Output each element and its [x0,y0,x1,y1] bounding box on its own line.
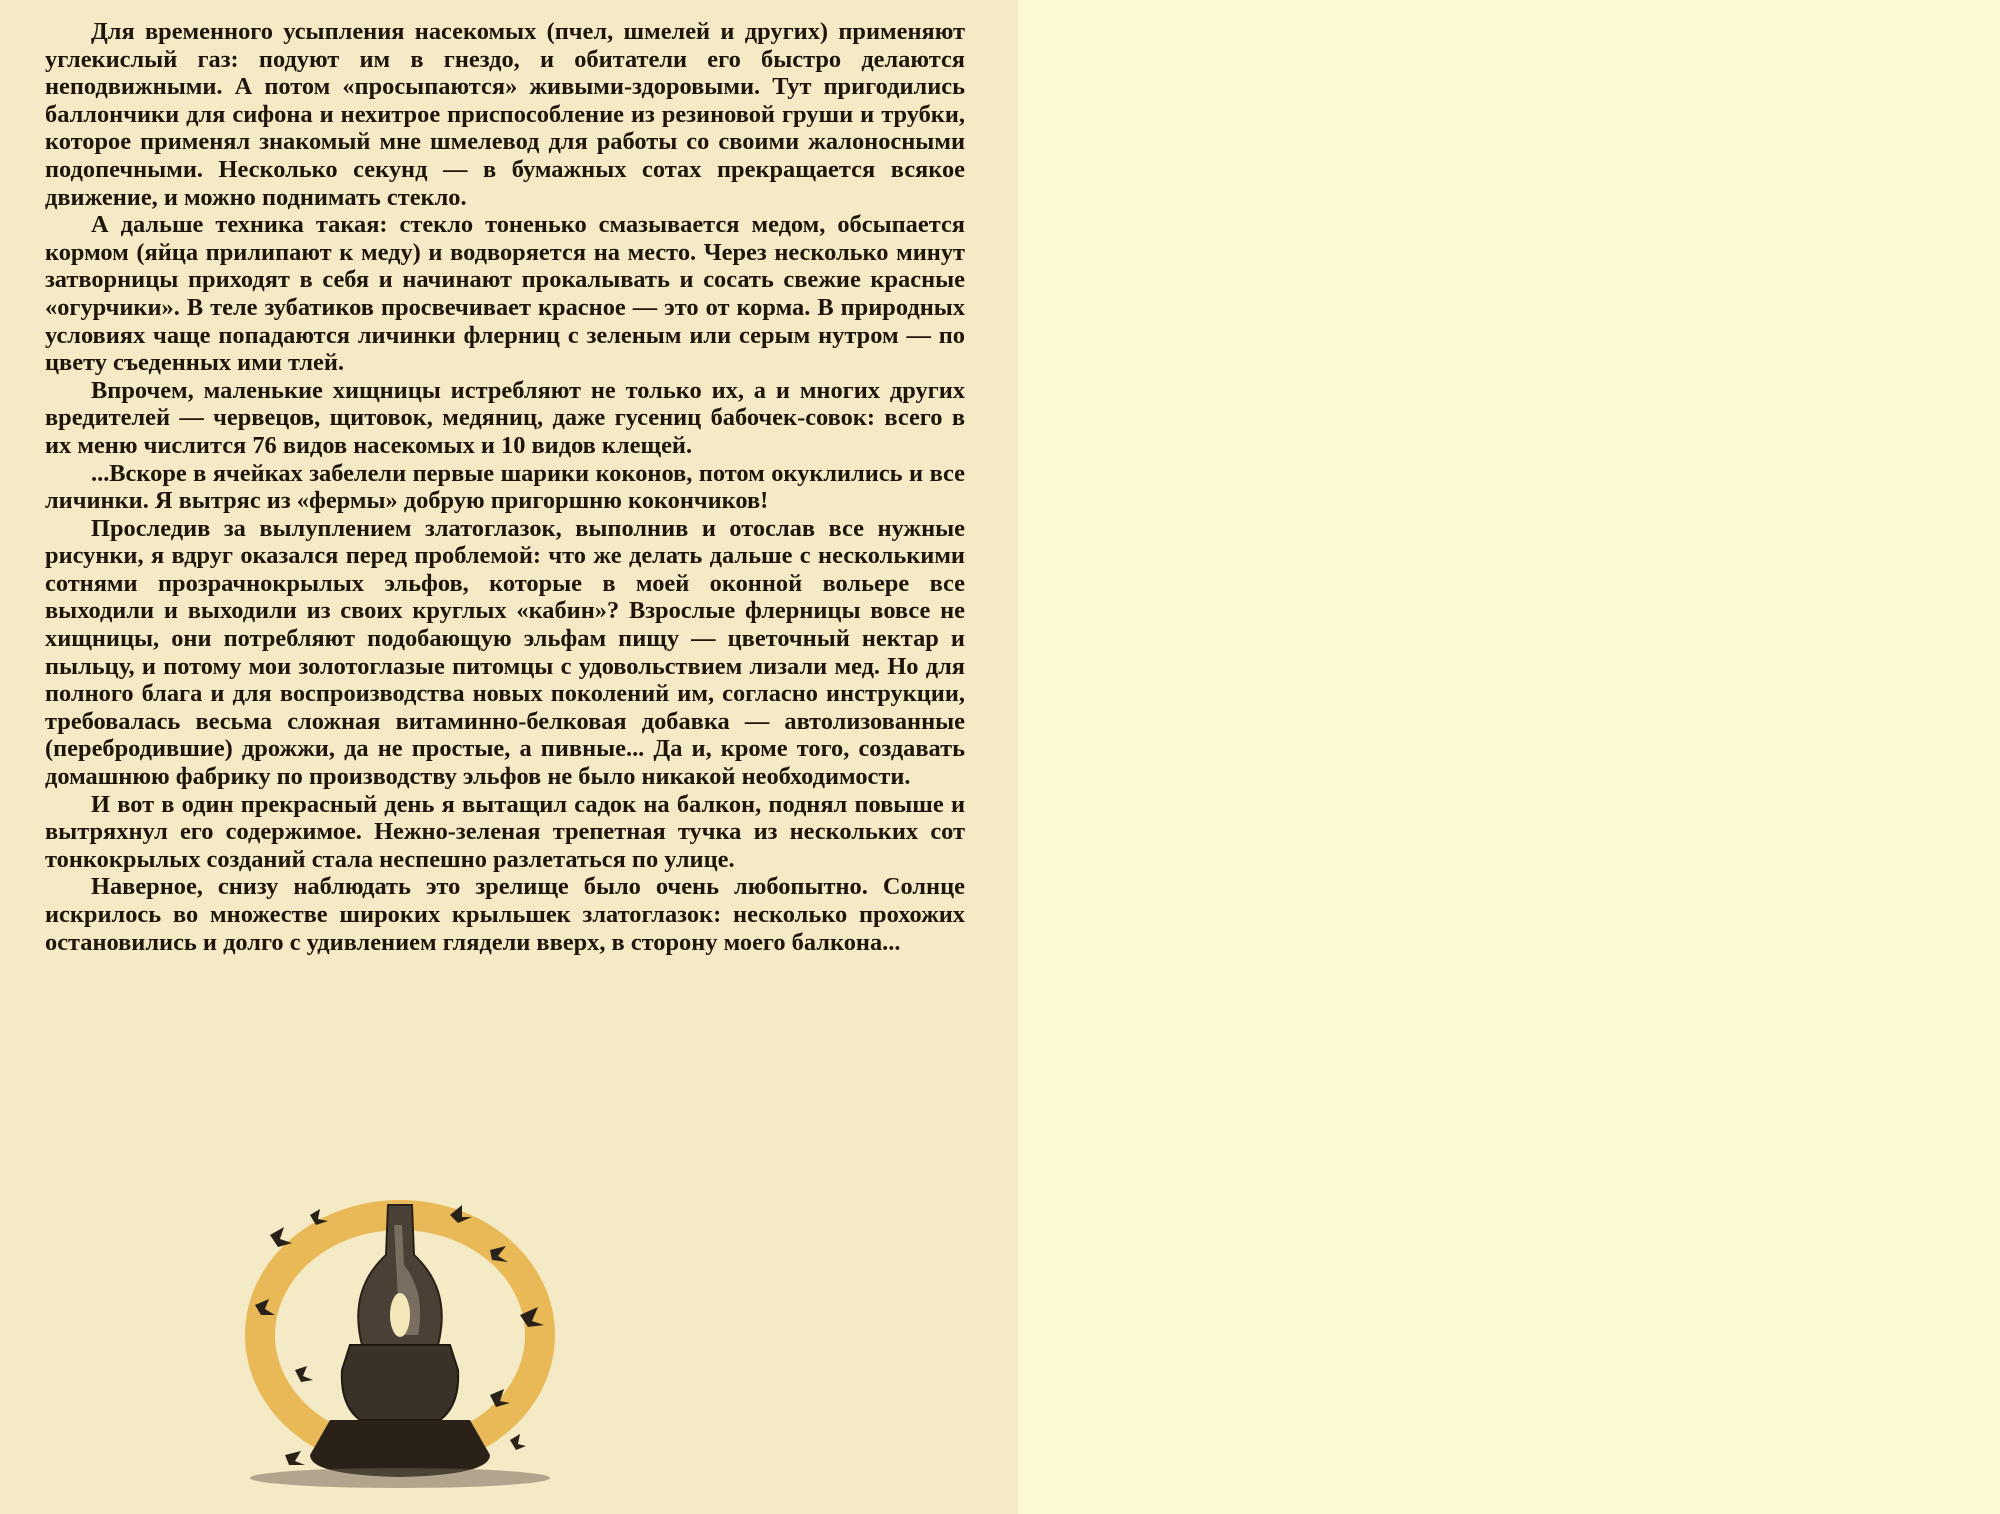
lamp-flame [390,1293,410,1337]
moth-icon [285,1451,305,1465]
text-column [45,18,965,956]
paragraph: Проследив за вылуплением златоглазок, выполнив и отослав все нужные рисунки, я вдруг оказался перед проблемой: что же делать дальше с несколькими сотнями прозрачнокрылых эльфов, которые в моей оконной вольере все выходили и выходили из своих круглых «кабин»? Взрослые флерницы вовсе не хищницы, они потребляют подобающую эльфам пищу — цветочный нектар и пыльцу, и потому мои золотоглазые питомцы с удовольствием лизали мед. Но для полного блага и для воспроизводства новых поколений им, согласно инструкции, требовалась весьма сложная витаминно-белковая добавка — автолизованные (перебродившие) дрожжи, да не простые, а пивные... Да и, кроме того, создавать домашнюю фабрику по производству эльфов не было никакой необходимости. [45,514,965,791]
paragraph: И вот в один прекрасный день я вытащил садок на балкон, поднял повыше и вытряхнул его содержимое. Нежно-зеленая трепетная тучка из нескольких сот тонкокрылых созданий стала неспешно разлетаться по улице. [45,790,965,873]
lamp-illustration [190,1195,650,1495]
paragraph: Для временного усыпления насекомых (пчел, шмелей и других) применяют углекислый газ: подуют им в гнездо, и обитатели его быстро делаются неподвижными. А потом «просыпаются» живыми-здоровыми. Тут пригодились баллончики для сифона и нехитрое приспособление из резиновой груши и трубки, которое применял знакомый мне шмелевод для работы со своими жалоносными подопечными. Несколько секунд — в бумажных сотах прекращается всякое движение, и можно поднимать стекло. [45,18,965,211]
blank-area [1018,0,2000,1514]
paragraph: Впрочем, маленькие хищницы истребляют не только их, а и многих других вредителей — червецов, щитовок, медяниц, даже гусениц бабочек-совок: всего в их меню числится 76 видов насекомых и 10 видов клещей. [45,376,965,459]
paragraph: ...Вскоре в ячейках забелели первые шарики коконов, потом окуклились и все личинки. Я вытряс из «фермы» добрую пригоршню кокончиков! [45,459,965,515]
paragraph: А дальше техника такая: стекло тоненько смазывается медом, обсыпается кормом (яйца прилипают к меду) и водворяется на место. Через несколько минут затворницы приходят в себя и начинают прокалывать и сосать свежие красные «огурчики». В теле зубатиков просвечивает красное — это от корма. В природных условиях чаще попадаются личинки флерниц с зеленым или серым нутром — по цвету съеденных ими тлей. [45,211,965,377]
moth-icon [295,1366,313,1382]
moth-icon [510,1434,526,1450]
paragraph: Наверное, снизу наблюдать это зрелище было очень любопытно. Солнце искрилось во множестве широких крыльшек златоглазок: несколько прохожих остановились и долго с удивлением глядели вверх, в сторону моего балкона... [45,873,965,956]
lamp-body [342,1345,458,1420]
